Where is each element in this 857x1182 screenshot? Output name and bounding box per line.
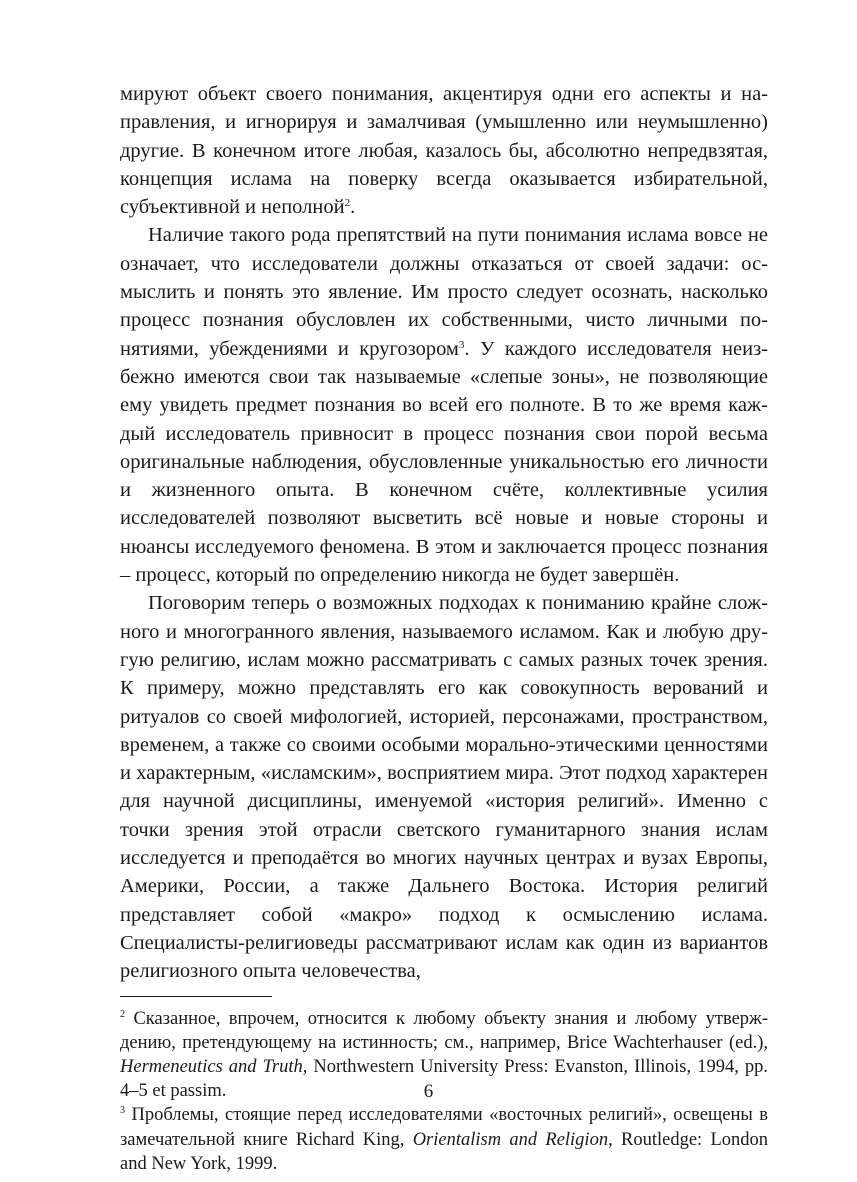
paragraph-1-text: мируют объект своего понимания, акцентируя одни его аспекты и направления, и игнорируя и замалчивая (умышленно или неумышленно) другие. В конечном итоге любая, казалось бы, абсолютно непредвзятая, концепция ислама на поверку всегда оказывается избирательной, субъективной и неполной	[120, 83, 768, 219]
paragraph-1	[120, 80, 768, 221]
footnote-divider	[120, 996, 272, 997]
footnote-3-book-title: Orientalism and Religion	[412, 1129, 609, 1150]
footnote-3-mark: 3	[120, 1105, 125, 1117]
paragraph-2	[120, 221, 768, 589]
footnote-3	[120, 1103, 768, 1176]
footnote-2-text-before: Сказанное, впрочем, относится к любому объекту знания и любому утверждению, претендующему на истинность; см., например, Brice Wachterhauser (ed.),	[120, 1008, 768, 1053]
footnote-2-mark: 2	[120, 1008, 125, 1020]
paragraph-3-text: Поговорим теперь о возможных подходах к пониманию крайне сложного и многогранного явления, называемого исламом. Как и любую другую религию, ислам можно рассматривать с самых разных точек зрения. К примеру, можно представлять его как совокупность верований и ритуалов со своей мифологией, историей, персонажами, пространством, временем, а также со своими особыми морально-этическими ценностями и характерным, «исламским», восприятием мира. Этот подход характерен для научной дисциплины, именуемой «история религий». Именно с точки зрения этой отрасли светского гуманитарного знания ислам исследуется и преподаётся во многих научных центрах и вузах Европы, Америки, России, а также Дальнего Востока. История религий представляет собой «макро» подход к осмыслению ислама. Специалисты-религиоведы рассматривают ислам как один из вариантов религиозного опыта человечества,	[120, 592, 768, 983]
paragraph-2-text: Наличие такого рода препятствий на пути понимания ислама вовсе не означает, что исследователи должны отказаться от своей задачи: осмыслить и понять это явление. Им просто следует осознать, насколько процесс познания обусловлен их собственными, чисто личными понятиями, убеждениями и кругозором	[120, 224, 768, 360]
footnote-ref-3[interactable]: 3	[458, 338, 465, 351]
paragraph-2-tail: . У каждого исследователя неизбежно имеются свои так называемые «слепые зоны», не позволяющие ему увидеть предмет познания во всей его полноте. В то же время каждый исследователь привносит в процесс познания свои порой весьма оригинальные наблюдения, обусловленные уникальностью его личности и жизненного опыта. В конечном счёте, коллективные усилия исследователей позволяют высветить всё новые и новые стороны и нюансы исследуемого феномена. В этом и заключается процесс познания – процесс, который по определению никогда не будет завершён.	[120, 337, 768, 587]
paragraph-3	[120, 589, 768, 985]
page-body	[120, 80, 768, 1176]
footnote-2-text-after: , Northwestern University Press: Evanston, Illinois, 1994, pp. 4–5 et passim.	[120, 1056, 768, 1102]
footnote-2-book-title: Hermeneutics and Truth	[120, 1056, 303, 1077]
footnote-ref-2[interactable]: 2	[344, 197, 351, 210]
paragraph-1-tail: .	[350, 196, 356, 219]
page-number: 6	[423, 1081, 434, 1102]
footnote-3-text-before: Проблемы, стоящие перед исследователями «восточных религий», освещены в замечательной книге Richard King,	[120, 1105, 769, 1150]
footnote-3-text-after: , Routledge: London and New York, 1999.	[120, 1129, 768, 1174]
